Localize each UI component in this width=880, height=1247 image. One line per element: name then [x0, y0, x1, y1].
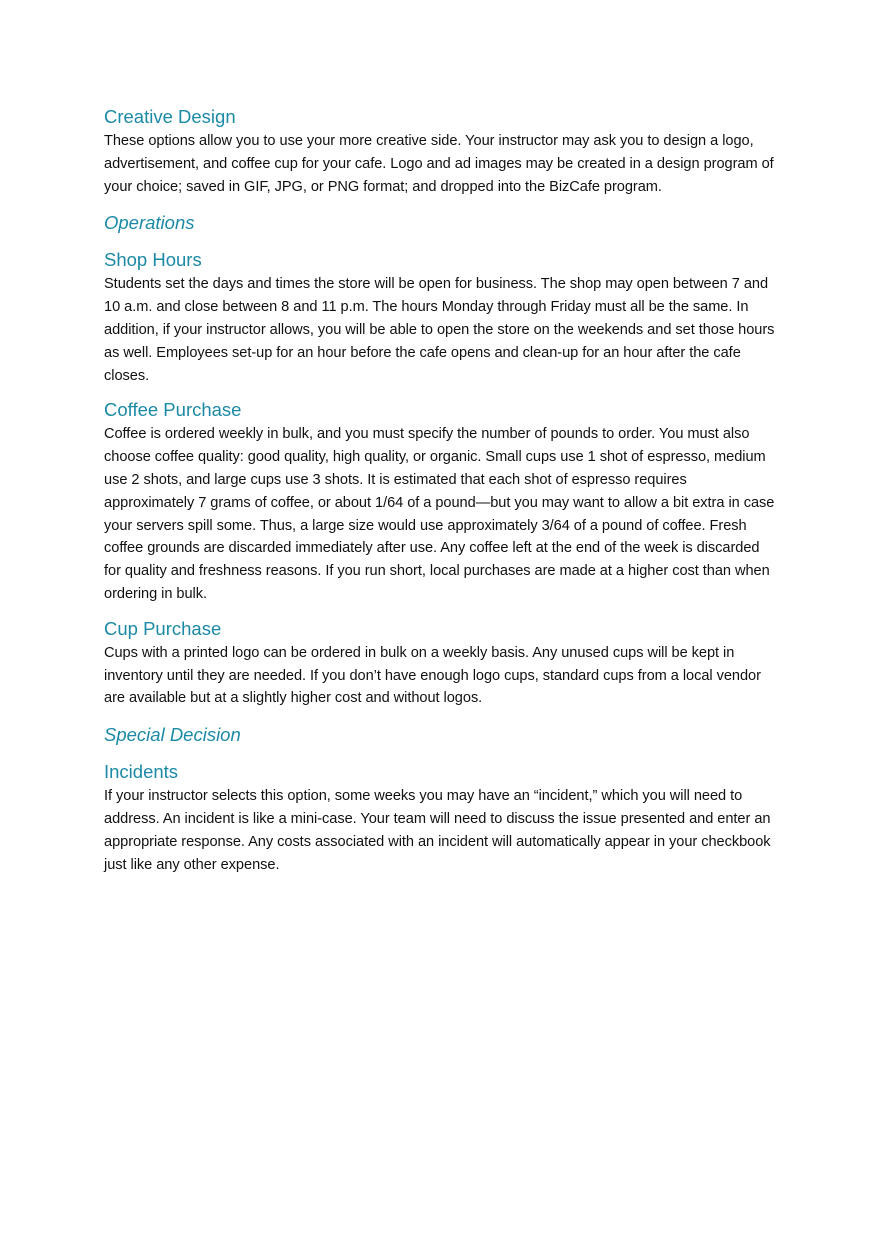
special-decision-heading: Special Decision [104, 724, 241, 746]
shop-hours-heading: Shop Hours [104, 249, 202, 271]
section-cup-purchase [104, 616, 780, 710]
section-incidents [104, 759, 780, 876]
operations-heading: Operations [104, 212, 195, 234]
section-operations [104, 210, 780, 236]
coffee-purchase-heading: Coffee Purchase [104, 399, 242, 421]
section-special-decision [104, 722, 780, 748]
cup-purchase-body: Cups with a printed logo can be ordered in bulk on a weekly basis. Any unused cups will be kept in inventory until they are needed. If you don’t have enough logo cups, standard cups from a local vendor are available but at a slightly higher cost and without logos. [104, 644, 761, 707]
document-page [104, 104, 780, 876]
section-shop-hours [104, 247, 780, 387]
coffee-purchase-body: Coffee is ordered weekly in bulk, and you must specify the number of pounds to order. You must also choose coffee quality: good quality, high quality, or organic. Small cups use 1 shot of espresso, medium use 2 shots, and large cups use 3 shots. It is estimated that each shot of espresso requires approximately 7 grams of coffee, or about 1/64 of a pound—but you may want to allow a bit extra in case your servers spill some. Thus, a large size would use approximately 3/64 of a pound of coffee. Fresh coffee grounds are discarded immediately after use. Any coffee left at the end of the week is discarded for quality and freshness reasons. If you run short, local purchases are made at a higher cost than when ordering in bulk. [104, 426, 775, 602]
shop-hours-body: Students set the days and times the store will be open for business. The shop may open between 7 and 10 a.m. and close between 8 and 11 p.m. The hours Monday through Friday must all be the same. In addition, if your instructor allows, you will be able to open the store on the weekends and set those hours as well. Employees set-up for an hour before the cafe opens and clean-up for an hour after the cafe closes. [104, 276, 775, 384]
incidents-body: If your instructor selects this option, some weeks you may have an “incident,” which you will need to address. An incident is like a mini-case. Your team will need to discuss the issue presented and enter an appropriate response. Any costs associated with an incident will automatically appear in your checkbook just like any other expense. [104, 788, 771, 873]
cup-purchase-heading: Cup Purchase [104, 617, 222, 639]
creative-design-heading: Creative Design [104, 106, 236, 127]
creative-design-body: These options allow you to use your more creative side. Your instructor may ask you to design a logo, advertisement, and coffee cup for your cafe. Logo and ad images may be created in a design program of your choice; saved in GIF, JPG, or PNG format; and dropped into the BizCafe program. [104, 133, 774, 195]
section-creative-design [104, 104, 780, 198]
incidents-heading: Incidents [104, 761, 179, 783]
section-coffee-purchase [104, 397, 780, 605]
